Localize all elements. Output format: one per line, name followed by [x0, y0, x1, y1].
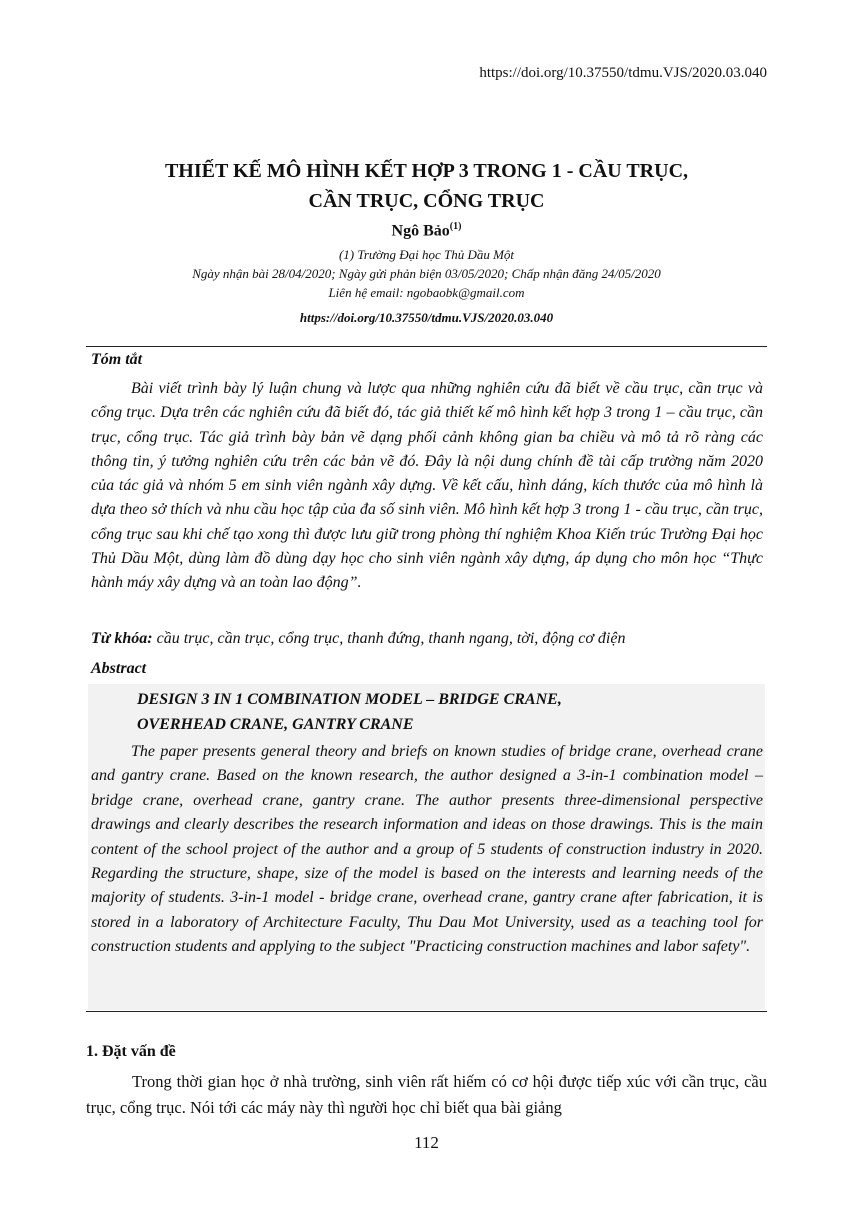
- abstract-title-line-2: OVERHEAD CRANE, GANTRY CRANE: [137, 716, 414, 733]
- section-1-heading: 1. Đặt vấn đề: [86, 1043, 176, 1060]
- keywords-text: cầu trục, cần trục, cổng trục, thanh đứng, thanh ngang, tời, động cơ điện: [156, 630, 626, 647]
- bottom-divider: [86, 1011, 767, 1012]
- abstract-label: Abstract: [91, 660, 147, 677]
- paper-title-line-2: CẦN TRỤC, CỔNG TRỤC: [308, 190, 545, 212]
- section-1-text: Trong thời gian học ở nhà trường, sinh viên rất hiếm có cơ hội được tiếp xúc với cần trục, cầu trục, cổng trục. Nói tới các máy này thì người học chỉ biết qua bài giảng: [86, 1072, 767, 1117]
- keywords-line: [91, 630, 763, 648]
- paper-title-line-1: THIẾT KẾ MÔ HÌNH KẾT HỢP 3 TRONG 1 - CẦU TRỤC,: [164, 160, 689, 182]
- paper-title: [86, 156, 767, 216]
- author-name-text: Ngô Bảo: [391, 222, 450, 240]
- abstract-title: [137, 687, 757, 737]
- header-doi-link[interactable]: https://doi.org/10.37550/tdmu.VJS/2020.03.040: [479, 65, 767, 81]
- summary-text: Bài viết trình bày lý luận chung và lược qua những nghiên cứu đã biết về cầu trục, cần trục và cổng trục. Dựa trên các nghiên cứu đã biết đó, tác giả thiết kế mô hình kết hợp 3 trong 1 – cầu trục, cần trục, cổng trục. Tác giả trình bày bản vẽ dạng phối cảnh không gian ba chiều và mô tả rõ ràng các thông tin, ý tưởng nghiên cứu trên các bản vẽ đó. Đây là nội dung chính đề tài cấp trường năm 2020 của tác giả và nhóm 5 em sinh viên ngành xây dựng. Về kết cấu, hình dáng, kích thước của mô hình là dựa theo sở thích và nhu cầu học tập của đa số sinh viên. Mô hình kết hợp 3 trong 1 - cầu trục, cần trục, cổng trục sau khi chế tạo xong thì được lưu giữ trong phòng thí nghiệm Khoa Kiến trúc Trường Đại học Thủ Dầu Một, dùng làm đồ dùng dạy học cho sinh viên ngành xây dựng, áp dụng cho môn học “Thực hành máy xây dựng và an toàn lao động”.: [91, 380, 763, 592]
- contact-email[interactable]: Liên hệ email: ngobaobk@gmail.com: [328, 285, 525, 300]
- author-name: [86, 221, 767, 240]
- summary-label: Tóm tắt: [91, 351, 143, 368]
- author-affiliation-marker: (1): [449, 221, 462, 232]
- abstract-title-line-1: DESIGN 3 IN 1 COMBINATION MODEL – BRIDGE CRANE,: [137, 691, 562, 708]
- keywords-label: Từ khóa:: [91, 630, 153, 647]
- submission-dates: Ngày nhận bài 28/04/2020; Ngày gửi phản biện 03/05/2020; Chấp nhận đăng 24/05/2020: [192, 266, 661, 281]
- top-divider: [86, 346, 767, 347]
- page-number: 112: [414, 1133, 439, 1152]
- abstract-text: The paper presents general theory and briefs on known studies of bridge crane, overhead crane and gantry crane. Based on the known research, the author designed a 3-in-1 combination model – bridge crane, overhead crane, gantry crane. The author presents three-dimensional perspective drawings and clearly describes the research information and ideas on those drawings. This is the main content of the school project of the author and a group of 5 students of construction industry in 2020. Regarding the structure, shape, size of the model is based on the interests and learning needs of the majority of students. 3-in-1 model - bridge crane, overhead crane, gantry crane after fabrication, it is stored in a laboratory of Architecture Faculty, Thu Dau Mot University, used as a teaching tool for construction students and applying to the subject "Practicing construction machines and labor safety".: [91, 743, 763, 956]
- article-doi-link[interactable]: https://doi.org/10.37550/tdmu.VJS/2020.03.040: [299, 310, 554, 325]
- author-affiliation: (1) Trường Đại học Thủ Dầu Một: [338, 247, 515, 262]
